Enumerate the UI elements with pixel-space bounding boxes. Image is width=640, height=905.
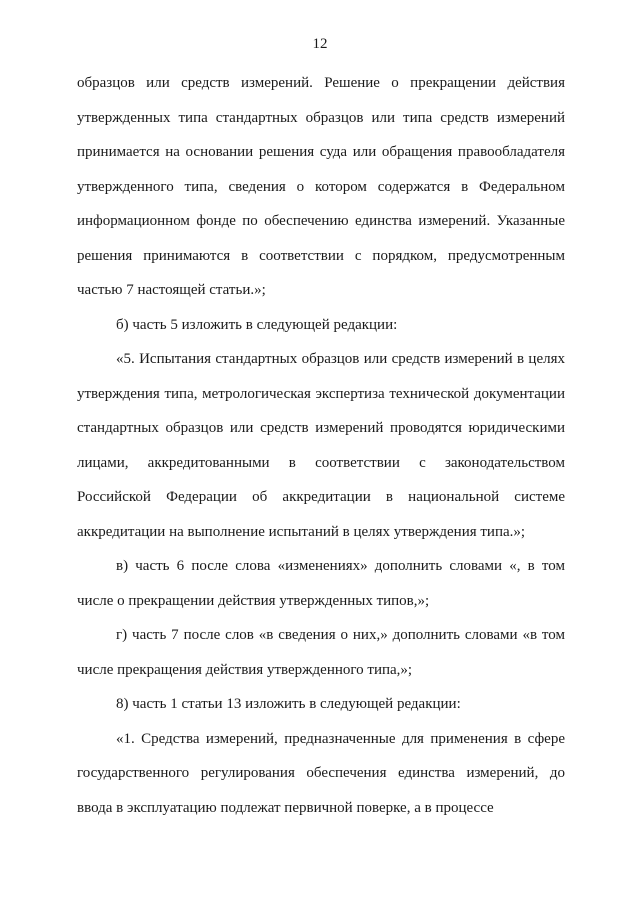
paragraph-item-v: в) часть 6 после слова «изменениях» дополнить словами «, в том числе о прекращении действия утвержденных типов,»; bbox=[77, 558, 565, 609]
paragraph-item-b: б) часть 5 изложить в следующей редакции: bbox=[116, 316, 398, 333]
paragraph-part-1: «1. Средства измерений, предназначенные для применения в сфере государственного регулирования обеспечения единства измерений, до ввода в эксплуатацию подлежат первичной поверке, а в процессе bbox=[77, 730, 565, 816]
page-number: 12 bbox=[312, 36, 328, 52]
paragraph-item-g: г) часть 7 после слов «в сведения о них,» дополнить словами «в том числе прекращения действия утвержденного типа,»; bbox=[77, 627, 565, 678]
paragraph-item-8: 8) часть 1 статьи 13 изложить в следующей редакции: bbox=[116, 696, 461, 712]
paragraph-continuation: образцов или средств измерений. Решение о прекращении действия утвержденных типа стандартных образцов или типа средств измерений принимается на основании решения суда или обращения правообладателя утвержденного типа, сведения о котором содержатся в Федеральном информационном фонде по обеспечению единства измерений. Указанные решения принимаются в соответствии с порядком, предусмотренным частью 7 настоящей статьи.»; bbox=[77, 75, 565, 298]
document-body bbox=[77, 66, 565, 825]
paragraph-part-5: «5. Испытания стандартных образцов или средств измерений в целях утверждения типа, метрологическая экспертиза технической документации стандартных образцов или средств измерений проводятся юридическими лицами, аккредитованными в соответствии с законодательством Российской Федерации об аккредитации в национальной системе аккредитации на выполнение испытаний в целях утверждения типа.»; bbox=[77, 351, 565, 540]
